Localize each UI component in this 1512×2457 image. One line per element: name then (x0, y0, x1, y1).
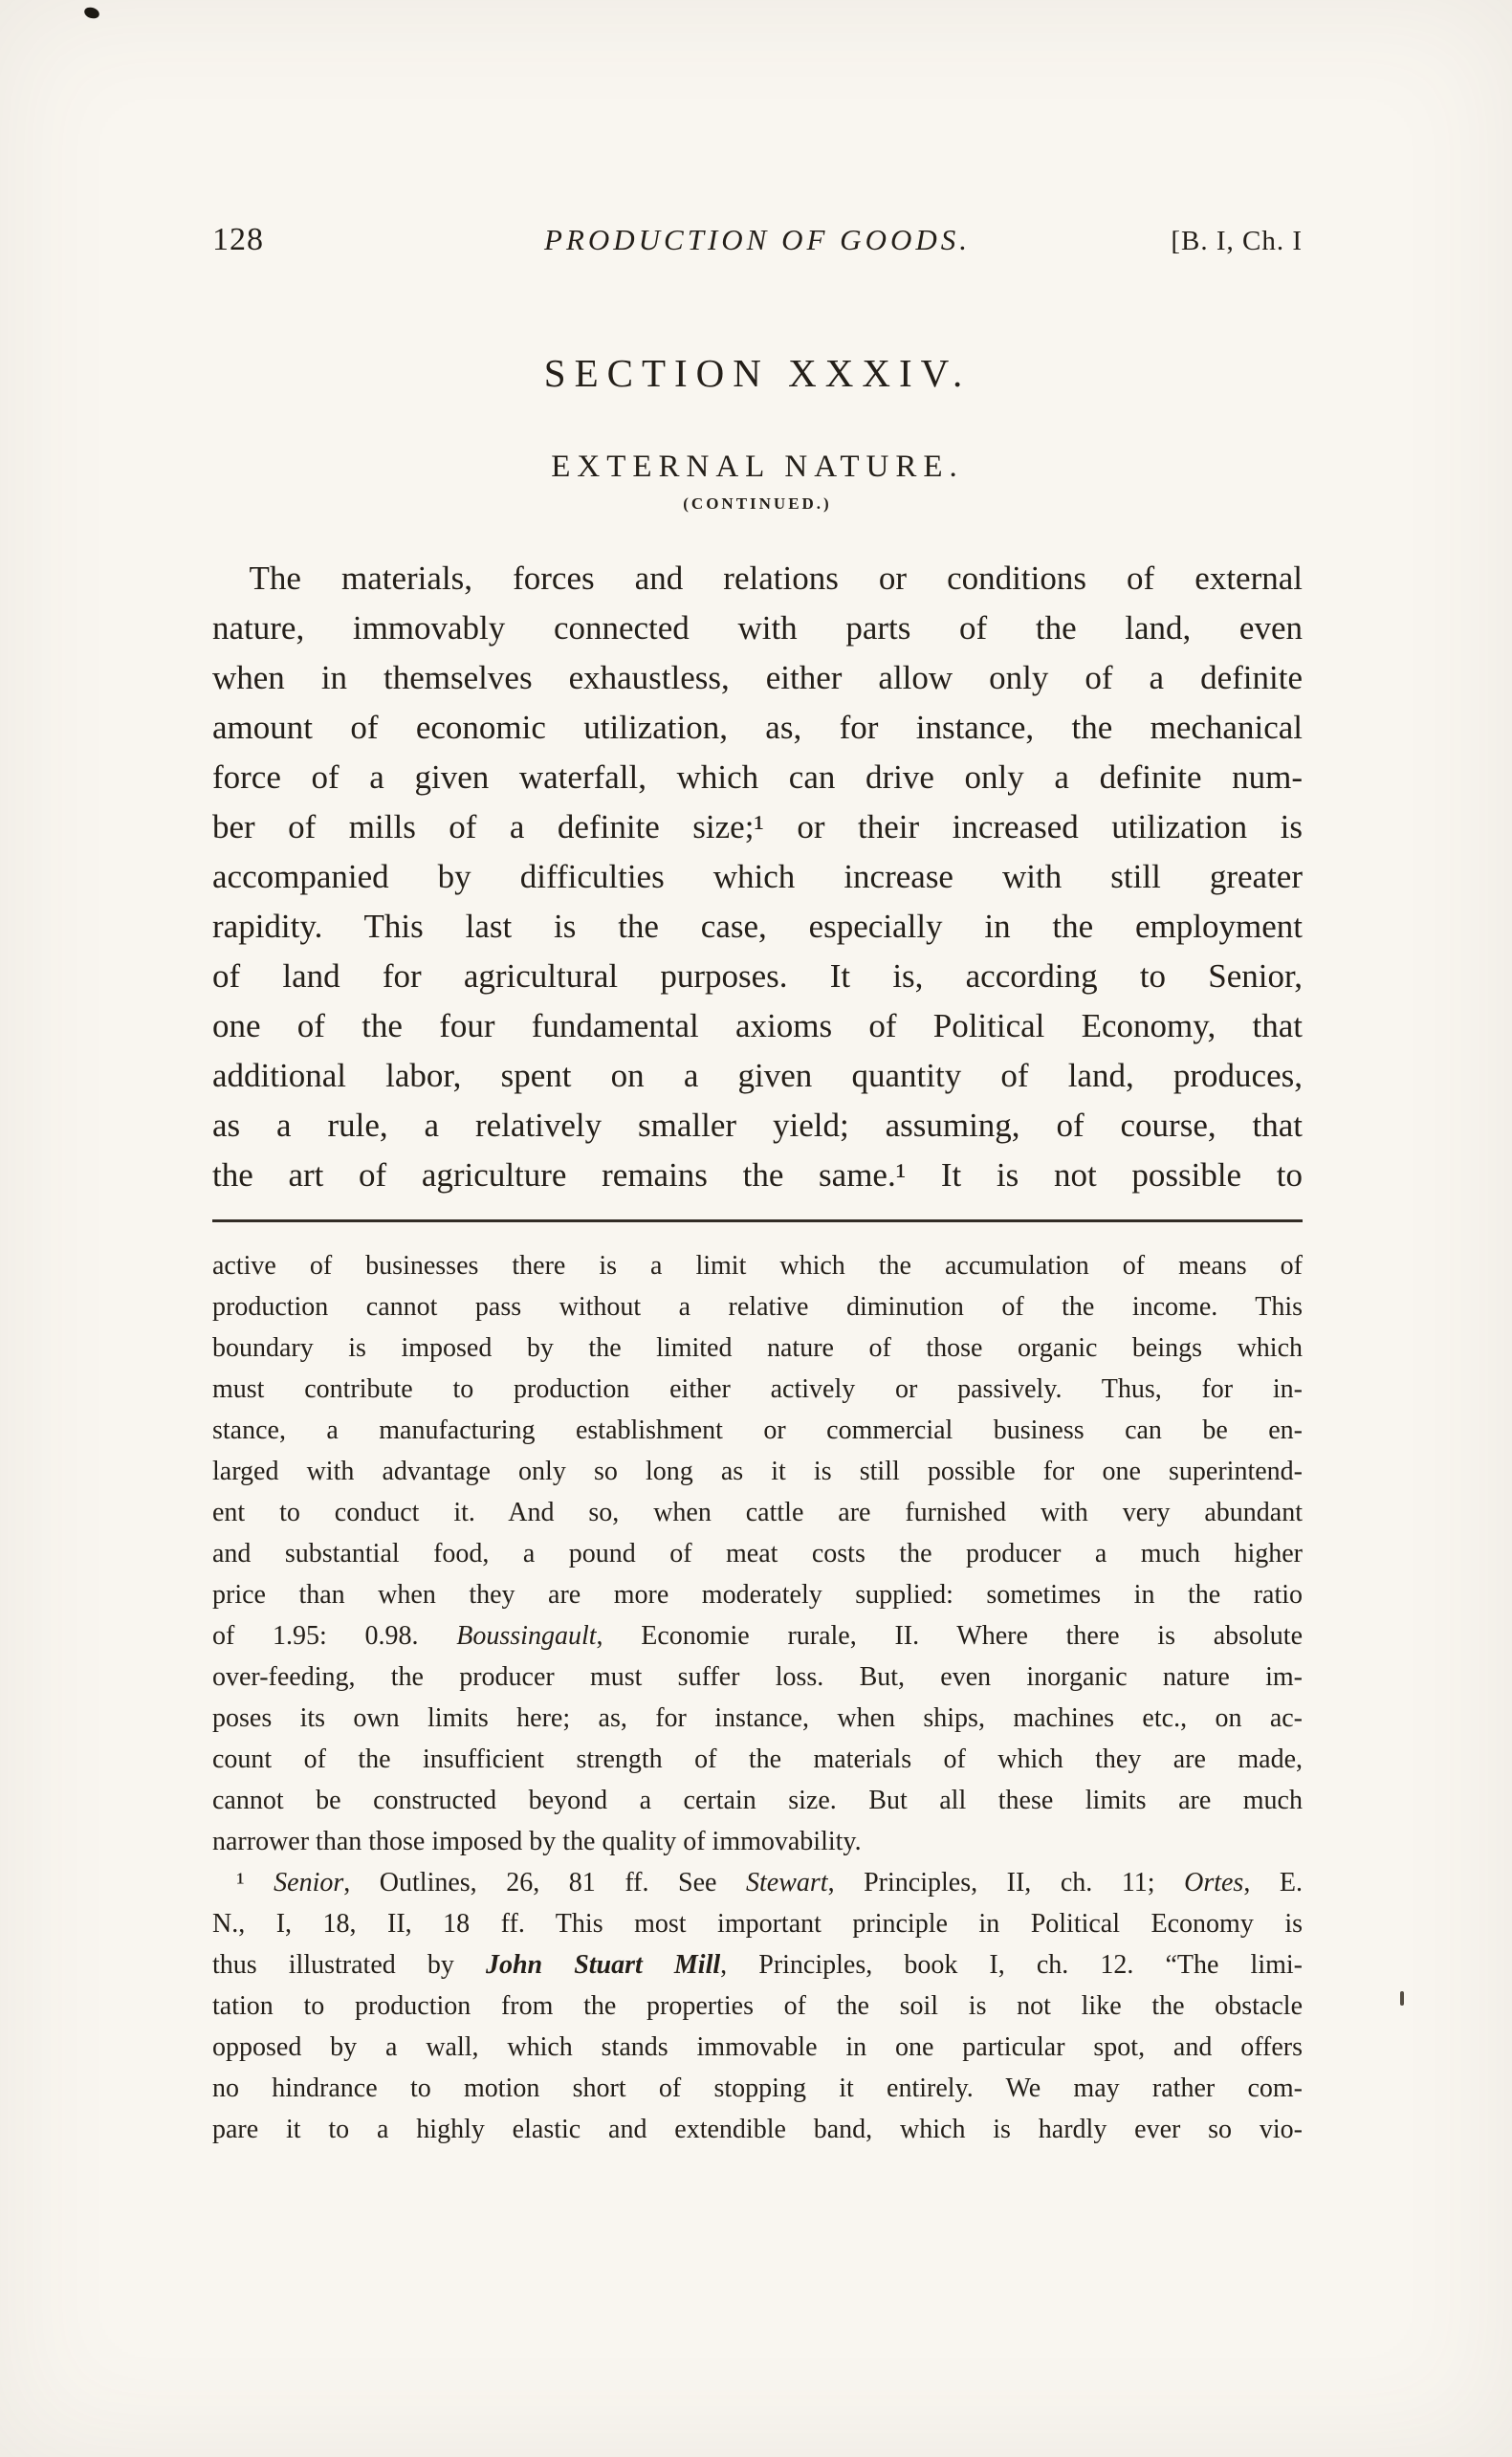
text-line: of land for agricultural purposes. It is, according to Senior, (212, 957, 1303, 995)
chapter-reference: [B. I, Ch. I (1171, 226, 1303, 256)
text-line: ent to conduct it. And so, when cattle are furnished with very abundant (212, 1498, 1303, 1527)
text-line: no hindrance to motion short of stopping it entirely. We may rather com- (212, 2073, 1303, 2103)
text-line: rapidity. This last is the case, especially in the employment (212, 908, 1303, 945)
continued-label: (CONTINUED.) (683, 494, 832, 513)
section-heading: SECTION XXXIV. (543, 351, 972, 395)
text-line: boundary is imposed by the limited nature of those organic beings which (212, 1333, 1303, 1363)
footnote-1 (212, 1862, 1303, 2150)
text-line: thus illustrated by John Stuart Mill, Principles, book I, ch. 12. “The limi- (212, 1950, 1303, 1980)
text-line: when in themselves exhaustless, either allow only of a definite (212, 659, 1303, 696)
text-line: stance, a manufacturing establishment or commercial business can be en- (212, 1415, 1303, 1445)
footnote-continuation (212, 1245, 1303, 1862)
text-line: price than when they are more moderately supplied: sometimes in the ratio (212, 1580, 1303, 1610)
text-line: count of the insufficient strength of the materials of which they are made, (212, 1744, 1303, 1774)
text-line: N., I, 18, II, 18 ff. This most important principle in Political Economy is (212, 1909, 1303, 1939)
text-line: additional labor, spent on a given quantity of land, produces, (212, 1057, 1303, 1094)
page-header (212, 222, 1303, 258)
text-line: amount of economic utilization, as, for instance, the mechanical (212, 709, 1303, 746)
body-paragraph (212, 554, 1303, 1200)
text-line: production cannot pass without a relative diminution of the income. This (212, 1292, 1303, 1322)
text-line: force of a given waterfall, which can drive only a definite num- (212, 758, 1303, 796)
page-number: 128 (212, 222, 264, 257)
text-line: cannot be constructed beyond a certain size. But all these limits are much (212, 1786, 1303, 1815)
text-line: narrower than those imposed by the quality of immovability. (212, 1827, 862, 1856)
scan-artifact-mark (1400, 1991, 1404, 2006)
text-line: ber of mills of a definite size;¹ or their increased utilization is (212, 808, 1303, 845)
section-subheading: EXTERNAL NATURE. (551, 450, 964, 484)
text-line: opposed by a wall, which stands immovable in one particular spot, and offers (212, 2032, 1303, 2062)
text-line: over-feeding, the producer must suffer loss. But, even inorganic nature im- (212, 1662, 1303, 1692)
running-title: PRODUCTION OF GOODS. (544, 223, 971, 256)
footnote-divider (212, 1219, 1303, 1222)
text-line: nature, immovably connected with parts of the land, even (212, 609, 1303, 647)
text-line: active of businesses there is a limit which the accumulation of means of (212, 1251, 1303, 1281)
text-line: ¹ Senior, Outlines, 26, 81 ff. See Stewart, Principles, II, ch. 11; Ortes, E. (236, 1868, 1303, 1898)
text-line: The materials, forces and relations or conditions of external (249, 559, 1303, 597)
text-line: tation to production from the properties of the soil is not like the obstacle (212, 1991, 1303, 2021)
text-line: the art of agriculture remains the same.¹ It is not possible to (212, 1156, 1303, 1194)
text-line: poses its own limits here; as, for instance, when ships, machines etc., on ac- (212, 1703, 1303, 1733)
text-line: of 1.95: 0.98. Boussingault, Economie rurale, II. Where there is absolute (212, 1621, 1304, 1651)
text-line: and substantial food, a pound of meat costs the producer a much higher (212, 1539, 1303, 1569)
scan-artifact-speck (83, 6, 101, 20)
page-content (212, 0, 1303, 2150)
text-line: larged with advantage only so long as it is still possible for one superintend- (212, 1457, 1303, 1486)
footnotes (212, 1245, 1303, 2150)
text-line: pare it to a highly elastic and extendible band, which is hardly ever so vio- (212, 2115, 1303, 2144)
text-line: accompanied by difficulties which increase with still greater (212, 858, 1303, 895)
text-line: one of the four fundamental axioms of Political Economy, that (212, 1007, 1303, 1044)
text-line: as a rule, a relatively smaller yield; assuming, of course, that (212, 1107, 1303, 1144)
text-line: must contribute to production either actively or passively. Thus, for in- (212, 1374, 1303, 1404)
